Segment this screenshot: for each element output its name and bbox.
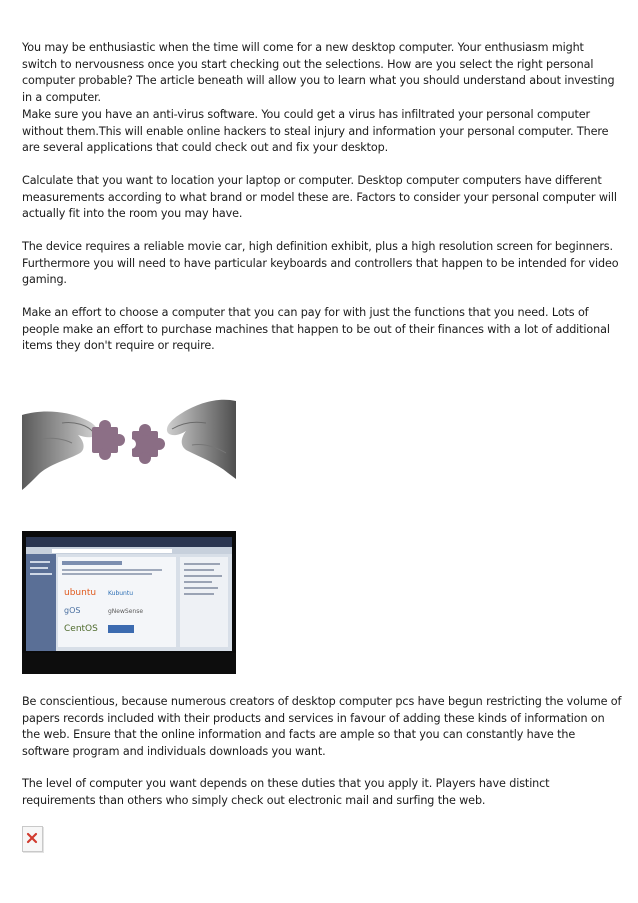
logo-gnewsense: gNewSense (108, 608, 144, 615)
logo-kubuntu: Kubuntu (108, 590, 134, 597)
paragraph-budget: Make an effort to choose a computer that you can pay for with just the functions that you need. Lots of people make an effort to purchase machines that happen to be out of their finances with a lot of additional items they don't require or require. (22, 306, 610, 353)
broken-image-icon (22, 826, 43, 852)
paragraph-documentation: Be conscientious, because numerous creators of desktop computer pcs have begun restricting the volume of papers records included with their products and services in favour of adding these kinds of information on the web. Ensure that the online information and facts are ample so that you can constantly have the software program and individuals downloads you want. (22, 695, 622, 758)
paragraph-usage: The level of computer you want depends on these duties that you apply it. Players have distinct requirements than others who simply check out electronic mail and surfing the web. (22, 777, 550, 807)
logo-ubuntu: ubuntu (64, 588, 97, 598)
puzzle-piece-right (126, 424, 165, 464)
puzzle-hands-image (22, 393, 236, 490)
paragraph-intro: You may be enthusiastic when the time will come for a new desktop computer. Your enthusiasm might switch to nervousness once you start checking out the selections. How are you select the right personal computer probable? The article beneath will allow you to learn what you should understand about investing in a computer. (22, 41, 615, 104)
puzzle-piece-left (92, 420, 125, 460)
paragraph-antivirus: Make sure you have an anti-virus software. You could get a virus has infiltrated your personal computer without them.This will enable online hackers to steal injury and information your personal computer. There are several applications that could check out and fix your desktop. (22, 108, 609, 155)
monitor-screen-photo (22, 531, 236, 674)
paragraph-gaming: The device requires a reliable movie car, high definition exhibit, plus a high resolution screen for beginners. Furthermore you will need to have particular keyboards and controllers that happen to be intended for video gaming. (22, 240, 619, 287)
paragraph-location: Calculate that you want to location your laptop or computer. Desktop computer computers have different measurements according to what brand or model these are. Factors to consider your personal computer will actually fit into the room you may have. (22, 174, 617, 221)
logo-centos: CentOS (64, 624, 98, 634)
logo-gos: gOS (64, 606, 81, 615)
